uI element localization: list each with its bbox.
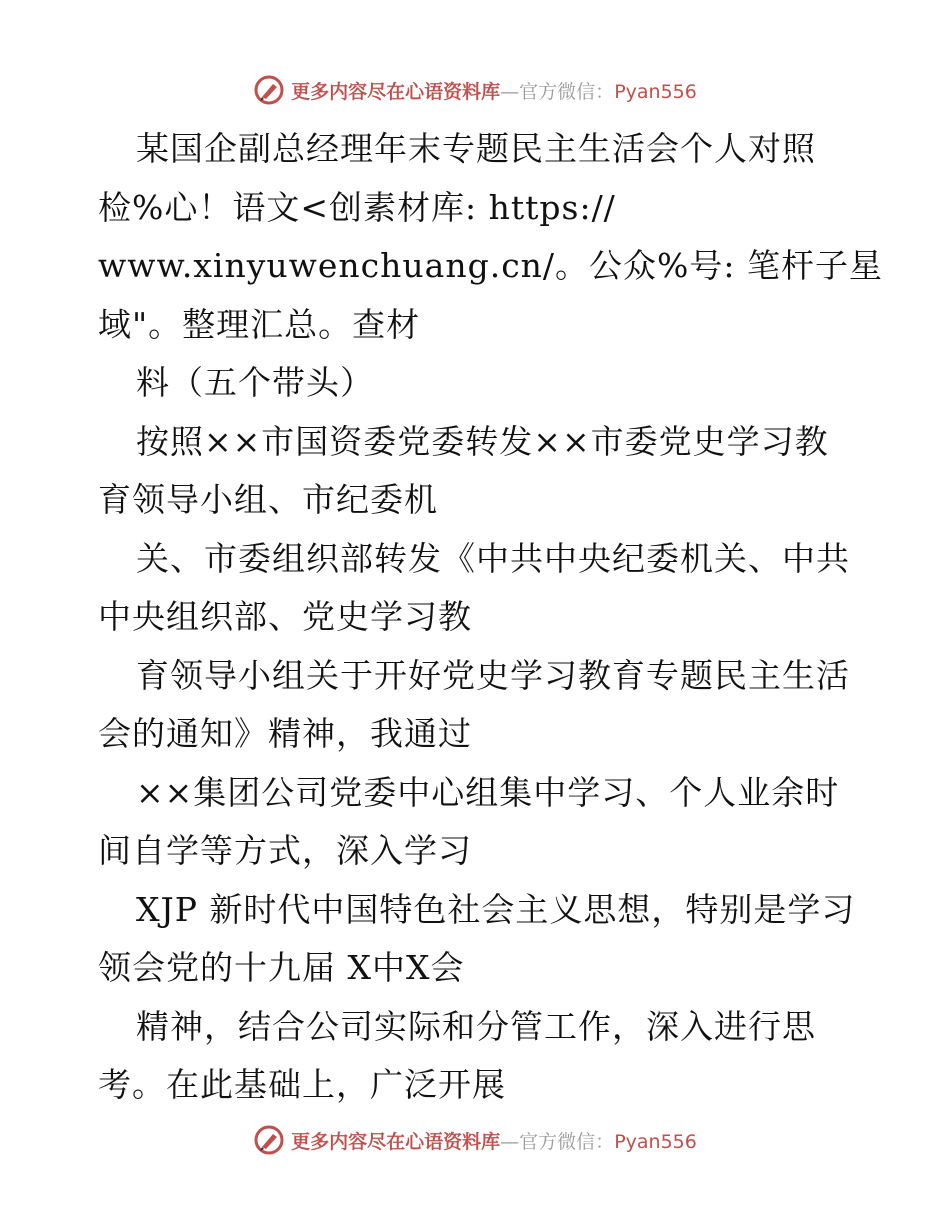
footer-banner [0, 1120, 950, 1160]
paragraph-line: 育领导小组、市纪委机 [98, 480, 438, 519]
paragraph-line: ××集团公司党委中心组集中学习、个人业余时 [136, 772, 840, 812]
paragraph-line: 育领导小组关于开好党史学习教育专题民主生活 [136, 655, 850, 695]
footer-account-id: Pyan556 [614, 1130, 697, 1153]
header-banner-inner [253, 74, 697, 106]
footer-dash: — [500, 1130, 520, 1153]
pen-logo-icon [253, 1124, 285, 1156]
header-dash: — [500, 80, 520, 103]
pen-logo-icon [253, 74, 285, 106]
paragraph-line: 间自学等方式，深入学习 [98, 831, 472, 870]
paragraph-line: 中央组织部、党史学习教 [98, 597, 472, 636]
title-line-3: www.xinyuwenchuang.cn/。公众%号: 笔杆子星 [98, 246, 884, 285]
footer-banner-inner [253, 1124, 697, 1156]
paragraph-line: 按照××市国资委党委转发××市委党史学习教 [136, 421, 829, 461]
header-official-label: 官方微信： [519, 80, 615, 103]
title-line-2: 检%心！语文<创素材库: https:// [98, 187, 616, 227]
paragraph-line: XJP 新时代中国特色社会主义思想，特别是学习 [136, 889, 856, 929]
title-line-1: 某国企副总经理年末专题民主生活会个人对照 [136, 129, 816, 168]
title-line-4: 域"。整理汇总。查材 [98, 304, 421, 344]
header-brand-text: 更多内容尽在心语资料库 [291, 80, 501, 103]
header-banner-text [291, 77, 697, 104]
paragraph-line: 关、市委组织部转发《中共中央纪委机关、中共 [136, 538, 850, 578]
footer-official-label: 官方微信： [519, 1130, 615, 1153]
footer-brand-text: 更多内容尽在心语资料库 [291, 1130, 501, 1153]
paragraph-line: 领会党的十九届 X中X会 [98, 948, 465, 987]
subtitle-line: 料（五个带头） [136, 363, 374, 402]
footer-banner-text [291, 1127, 697, 1154]
paragraph-line: 会的通知》精神，我通过 [98, 714, 472, 753]
paragraph-line: 考。在此基础上，广泛开展 [98, 1065, 506, 1104]
paragraph-line: 精神，结合公司实际和分管工作，深入进行思 [136, 1006, 816, 1046]
document-body [98, 120, 884, 1115]
header-account-id: Pyan556 [614, 80, 697, 103]
header-banner [0, 70, 950, 110]
